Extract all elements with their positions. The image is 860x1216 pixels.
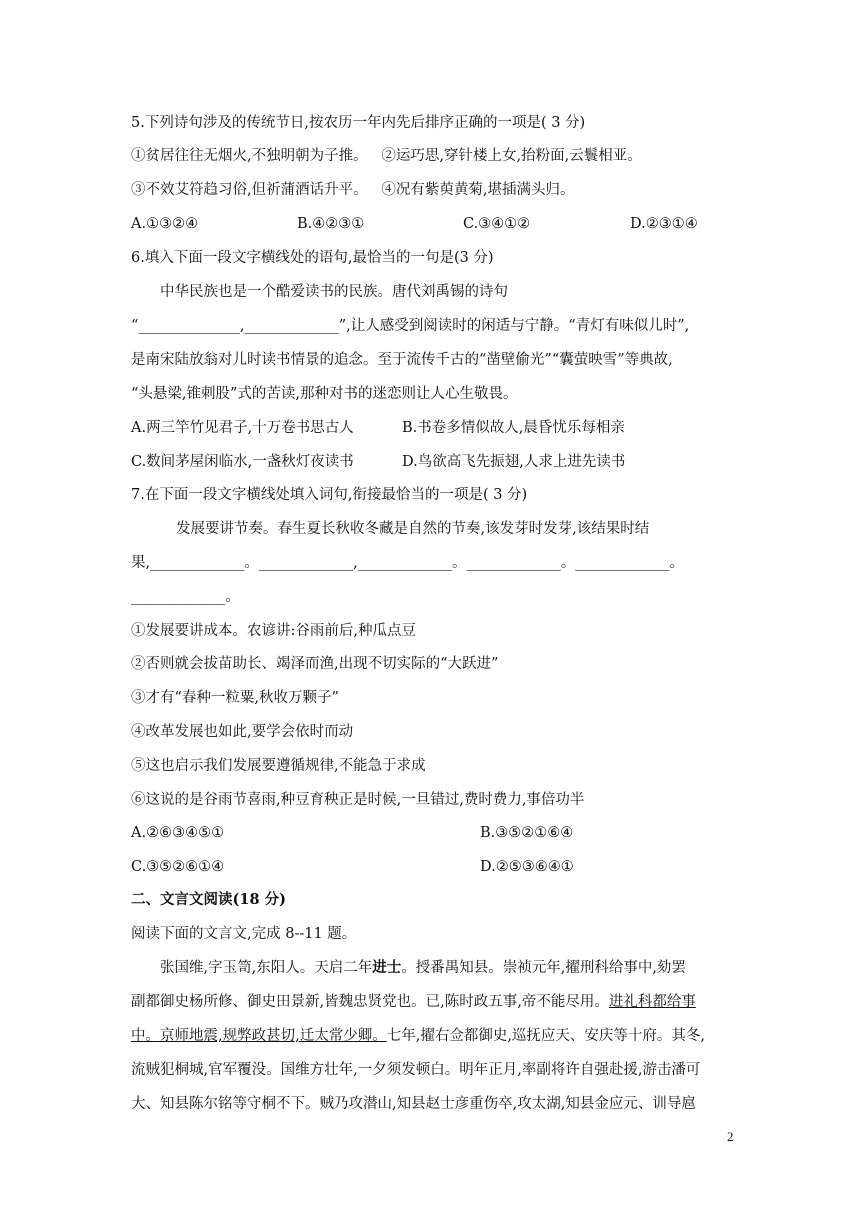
q7-option-d: D.②⑤③⑥④① [480,859,574,875]
q6-option-b: B.书卷多情似故人,晨昏忧乐每相亲 [402,420,625,436]
q5-option-d: D.②③①④ [630,216,698,232]
q7-item-6: ⑥这说的是谷雨节喜雨,种豆育秧正是时候,一旦错过,费时费力,事倍功半 [131,792,585,808]
q6-stem: 6.填入下面一段文字横线处的语句,最恰当的一句是(3 分) [131,250,494,266]
passage-underlined: 中。京师地震,规弊政甚切,迁太常少卿。 [131,1028,387,1044]
q5-option-b: B.④②③① [297,216,365,232]
q6-paragraph-line-4: “头悬梁,锥刺股”式的苦读,那种对书的迷恋则让人心生敬畏。 [131,386,518,402]
q7-option-a: A.②⑥③④⑤① [131,825,225,841]
passage-line-2 [131,992,696,1012]
q5-poem-line-2: ③不效艾符趋习俗,但祈蒲酒话升平。 ④况有紫萸黄菊,堪插满头归。 [131,182,575,198]
q7-option-c: C.③⑤②⑥①④ [131,859,225,875]
q5-stem: 5.下列诗句涉及的传统节日,按农历一年内先后排序正确的一项是( 3 分) [131,115,586,131]
page-number: 2 [727,1129,734,1144]
q7-paragraph-line-2: 果,_____________。_____________,_____________。_____________。_____________。 [131,555,684,571]
passage-line-3 [131,1026,705,1046]
q7-item-3: ③才有“春种一粒粟,秋收万颗子” [131,690,339,706]
section-instruction: 阅读下面的文言文,完成 8--11 题。 [131,926,357,942]
q6-paragraph-line-2: “______________,_____________”,让人感受到阅读时的闲适与宁静。“青灯有味似儿时”, [131,318,690,334]
q6-paragraph-line-1: 中华民族也是一个酷爱读书的民族。唐代刘禹锡的诗句 [160,284,508,300]
q7-stem: 7.在下面一段文字横线处填入词句,衔接最恰当的一项是( 3 分) [131,487,528,503]
passage-text: 七年,擢右佥都御史,巡抚应天、安庆等十府。其冬, [386,1028,706,1044]
q5-option-c: C.③④①② [463,216,531,232]
q5-option-a: A.①③②④ [131,216,199,232]
q7-option-b: B.③⑤②①⑥④ [480,825,574,841]
q6-paragraph-line-3: 是南宋陆放翁对儿时读书情景的追念。至于流传千古的“凿壁偷光”“囊萤映雪”等典故, [131,352,673,368]
q6-option-d: D.鸟欲高飞先振翅,人求上进先读书 [402,454,626,470]
q7-paragraph-line-1: 发展要讲节奏。春生夏长秋收冬藏是自然的节奏,该发芽时发芽,该结果时结 [176,521,650,537]
section-heading: 二、文言文阅读(18 分) [131,891,286,908]
q7-item-4: ④改革发展也如此,要学会依时而动 [131,724,354,740]
q7-item-2: ②否则就会拔苗助长、竭泽而渔,出现不切实际的“大跃进” [131,656,499,672]
passage-text: 张国维,字玉笥,东阳人。天启二年 [160,960,373,976]
passage-text: 副都御史杨所修、御史田景新,皆魏忠贤党也。已,陈时政五事,帝不能尽用。 [131,994,609,1010]
q6-option-c: C.数间茅屋闲临水,一盏秋灯夜读书 [131,454,354,470]
passage-underlined: 进礼科都给事 [608,994,696,1010]
passage-line-4: 流贼犯桐城,官军覆没。国维方壮年,一夕须发顿白。明年正月,率副将许自强赴援,游击潘可 [131,1062,701,1078]
passage-line-1 [160,958,686,978]
q7-item-1: ①发展要讲成本。农谚讲:谷雨前后,种瓜点豆 [131,623,416,639]
q6-option-a: A.两三竿竹见君子,十万卷书思古人 [131,420,354,436]
passage-keyword: 进士 [372,959,402,976]
q7-paragraph-line-3: _____________。 [131,589,240,605]
passage-text: 。授番禺知县。崇祯元年,擢刑科给事中,劾罢 [401,960,686,976]
q7-item-5: ⑤这也启示我们发展要遵循规律,不能急于求成 [131,758,426,774]
q5-poem-line-1: ①贫居往往无烟火,不独明朝为子推。 ②运巧思,穿针楼上女,抬粉面,云鬟相亚。 [131,148,642,164]
passage-line-5: 大、知县陈尔铭等守桐不下。贼乃攻潜山,知县赵士彦重伤卒,攻太湖,知县金应元、训导扈 [131,1096,696,1112]
